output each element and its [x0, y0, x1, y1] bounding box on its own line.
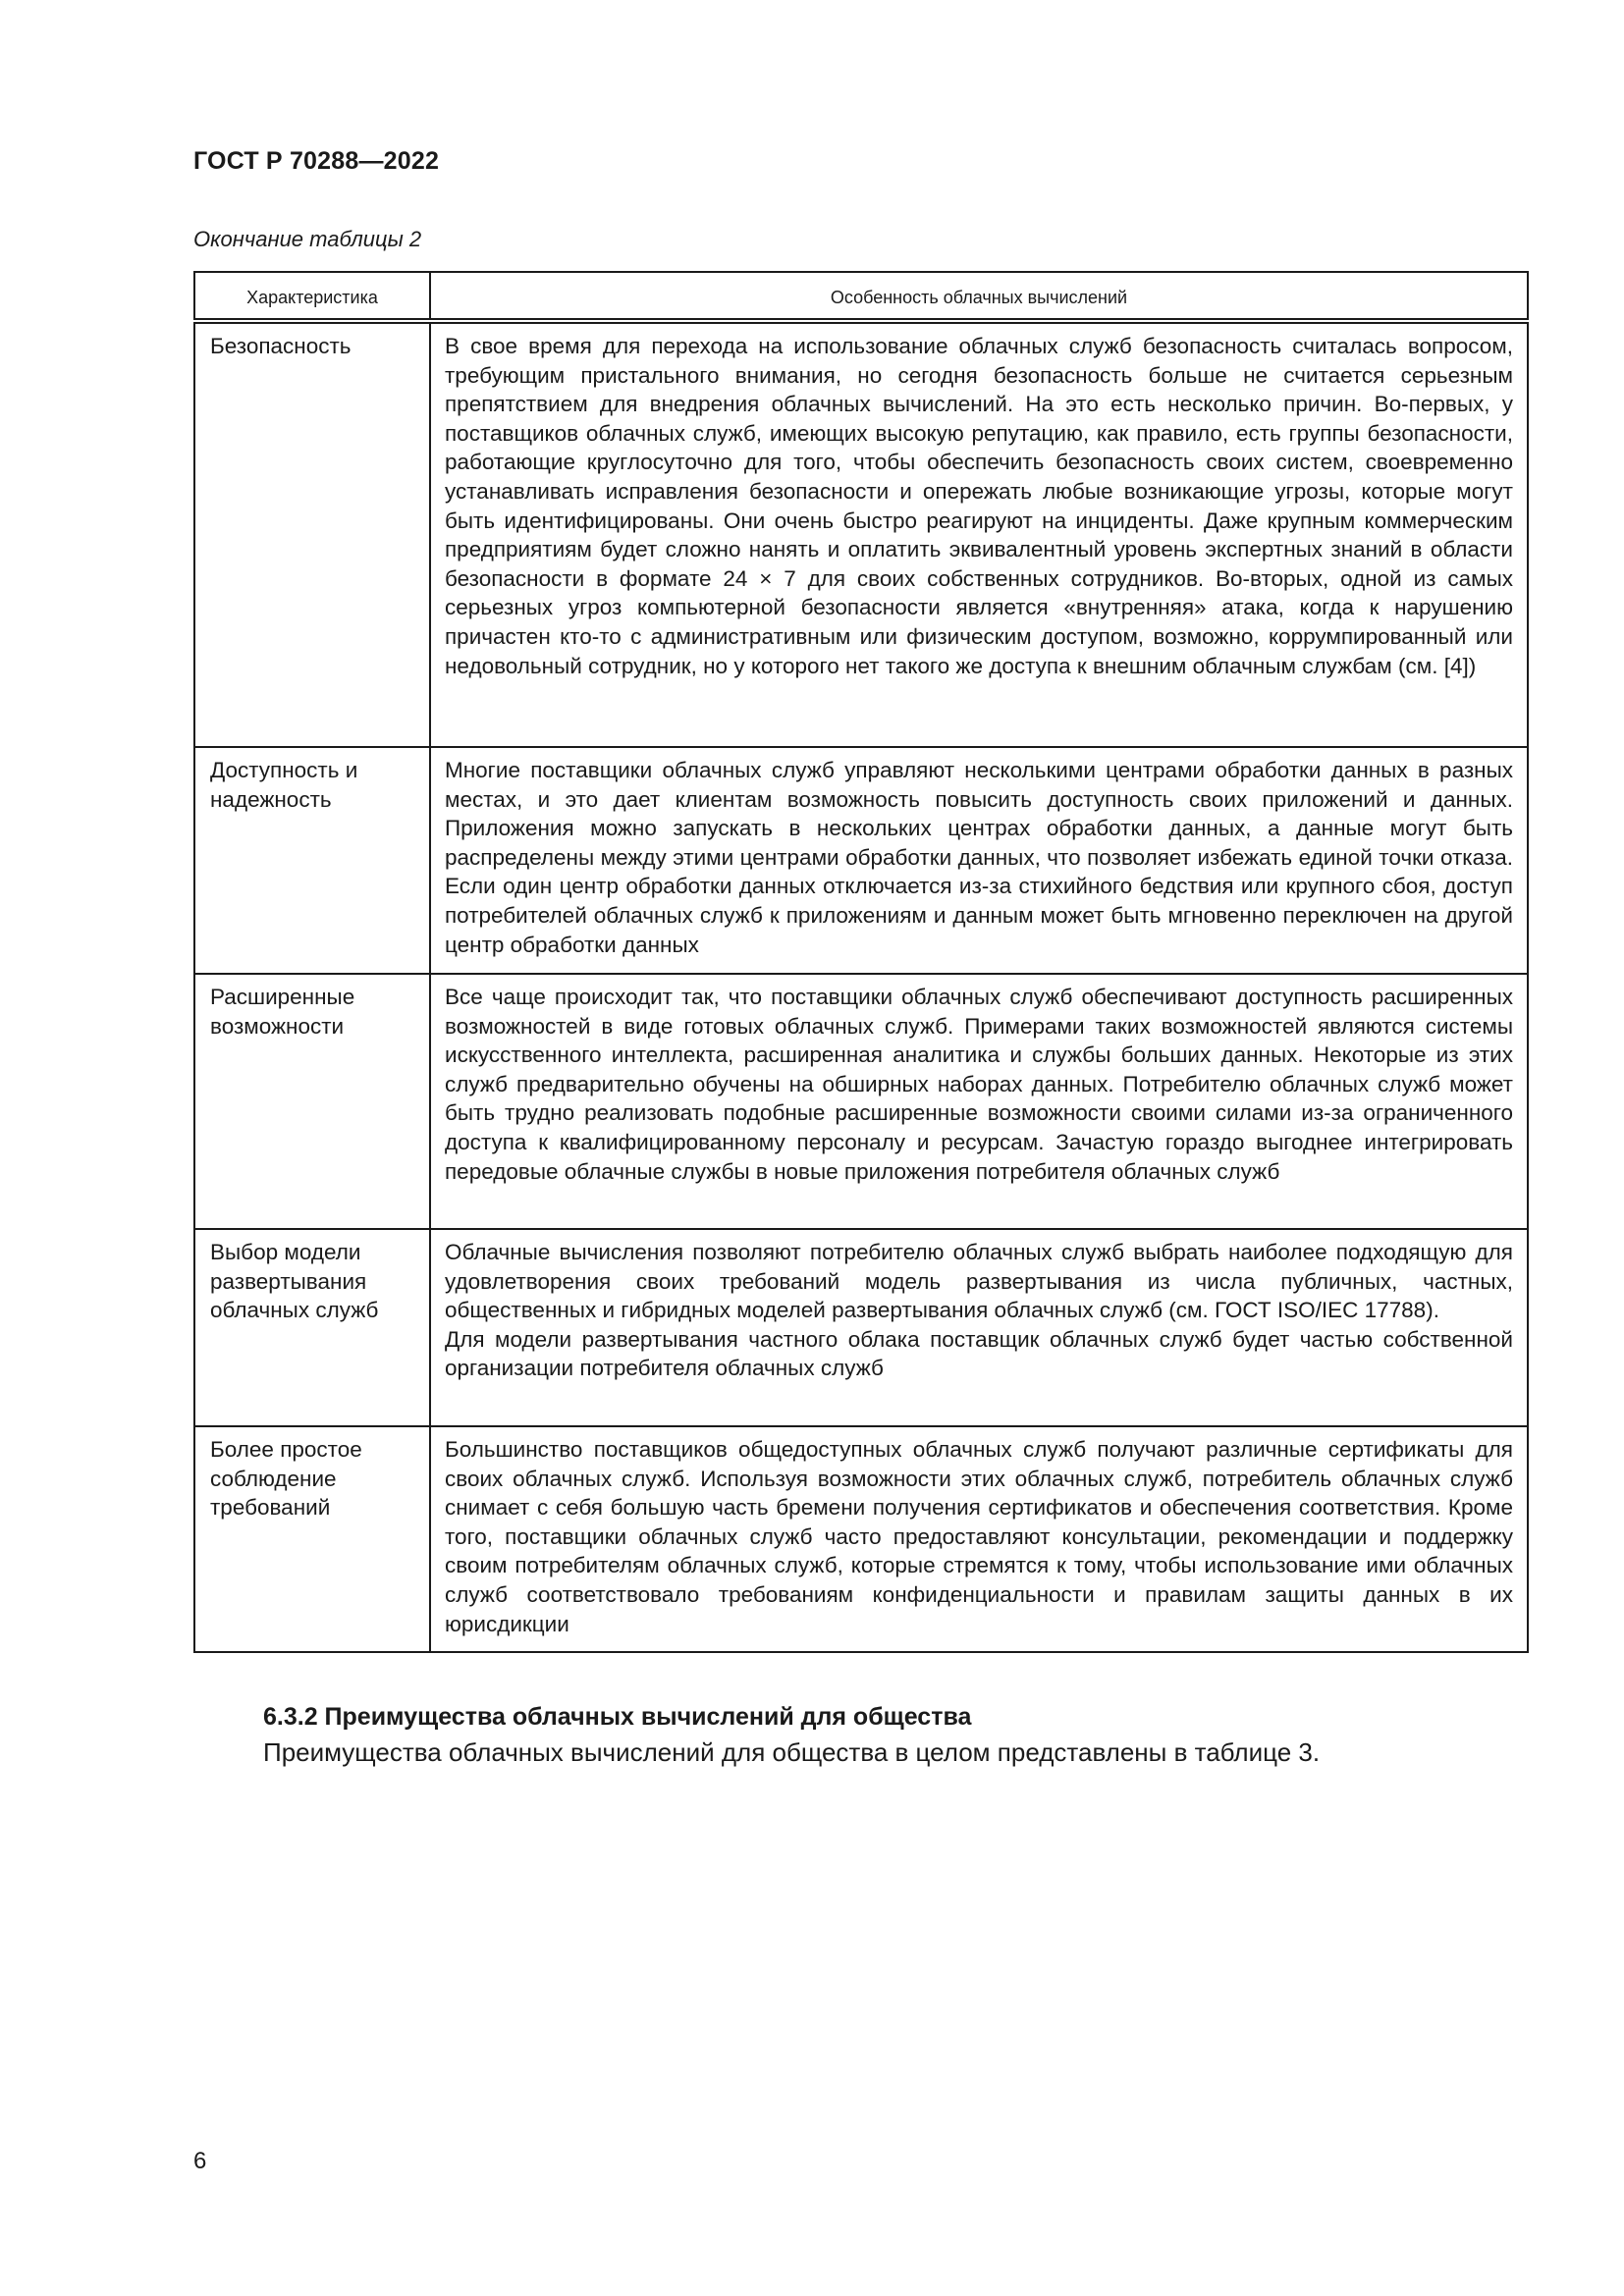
section-title: 6.3.2 Преимущества облачных вычислений для общества [263, 1703, 972, 1731]
table-row [194, 974, 1528, 1229]
row-description: Большинство поставщиков общедоступных облачных служб получают различные сертификаты для своих облачных служб. Используя возможности этих облачных служб, потребитель облачных служб снимает с себя большую часть бремени получения сертификатов и обеспечения соответствия. Кроме того, поставщики облачных служб часто предоставляют консультации, рекомендации и поддержку своим потребителям облачных служб, которые стремятся к тому, чтобы использование ими облачных служб соответствовало требованиям конфиденциальности и правилам защиты данных в их юрисдикции [430, 1426, 1528, 1652]
table-row [194, 321, 1528, 747]
row-description-part-1: Облачные вычисления позволяют потребителю облачных служб выбрать наиболее подходящую для удовлетворения своих требований модель развертывания из числа публичных, частных, общественных и гибридных моделей развертывания облачных служб (см. ГОСТ ISO/IEC 17788). [445, 1240, 1513, 1323]
row-description [430, 1229, 1528, 1426]
row-characteristic: Более простое соблюдение требований [194, 1426, 430, 1652]
section-text: Преимущества облачных вычислений для общества в целом представлены в таблице 3. [263, 1737, 1321, 1767]
row-description: Все чаще происходит так, что поставщики облачных служб обеспечивают доступность расширенных возможностей в виде готовых облачных служб. Примерами таких возможностей являются системы искусственного интеллекта, расширенная аналитика и службы больших данных. Некоторые из этих служб предварительно обучены на обширных наборах данных. Потребителю облачных служб может быть трудно реализовать подобные расширенные возможности своими силами из-за ограниченного доступа к квалифицированному персоналу и ресурсам. Зачастую гораздо выгоднее интегрировать передовые облачные службы в новые приложения потребителя облачных служб [430, 974, 1528, 1229]
table-row [194, 747, 1528, 974]
table-header-row [194, 272, 1528, 321]
table-row [194, 1229, 1528, 1426]
row-characteristic: Расширенные возможности [194, 974, 430, 1229]
row-description: В свое время для перехода на использование облачных служб безопасность считалась вопросом, требующим пристального внимания, но сегодня безопасность больше не считается серьезным препятствием для внедрения облачных вычислений. На это есть несколько причин. Во-первых, у поставщиков облачных служб, имеющих высокую репутацию, как правило, есть группы безопасности, работающие круглосуточно для того, чтобы обеспечить безопасность своих систем, своевременно устанавливать исправления безопасности и опережать любые возникающие угрозы, которые могут быть идентифицированы. Они очень быстро реагируют на инциденты. Даже крупным коммерческим предприятиям будет сложно нанять и оплатить эквивалентный уровень экспертных знаний в области безопасности в формате 24 × 7 для своих собственных сотрудников. Во-вторых, одной из самых серьезных угроз компьютерной безопасности является «внутренняя» атака, когда к нарушению причастен кто-то с административным или физическим доступом, возможно, коррумпированный или недовольный сотрудник, но у которого нет такого же доступа к внешним облачным службам (см. [4]) [430, 321, 1528, 747]
table-caption: Окончание таблицы 2 [193, 227, 422, 251]
column-header-characteristic: Характеристика [194, 272, 430, 321]
document-header: ГОСТ Р 70288—2022 [193, 147, 440, 175]
row-characteristic: Выбор модели развертывания облачных служб [194, 1229, 430, 1426]
page-number: 6 [193, 2148, 207, 2174]
column-header-feature: Особенность облачных вычислений [430, 272, 1528, 321]
table-row [194, 1426, 1528, 1652]
row-description-part-2: Для модели развертывания частного облака поставщик облачных служб будет частью собственной организации потребителя облачных служб [445, 1326, 1513, 1381]
row-description: Многие поставщики облачных служб управляют несколькими центрами обработки данных в разных местах, и это дает клиентам возможность повысить доступность своих приложений и данных. Приложения можно запускать в нескольких центрах обработки данных, а данные могут быть распределены между этими центрами обработки данных, что позволяет избежать единой точки отказа. Если один центр обработки данных отключается из-за стихийного бедствия или крупного сбоя, доступ потребителей облачных служб к приложениям и данным может быть мгновенно переключен на другой центр обработки данных [430, 747, 1528, 974]
row-characteristic: Доступность и надежность [194, 747, 430, 974]
row-characteristic: Безопасность [194, 321, 430, 747]
characteristics-table [193, 271, 1529, 1653]
